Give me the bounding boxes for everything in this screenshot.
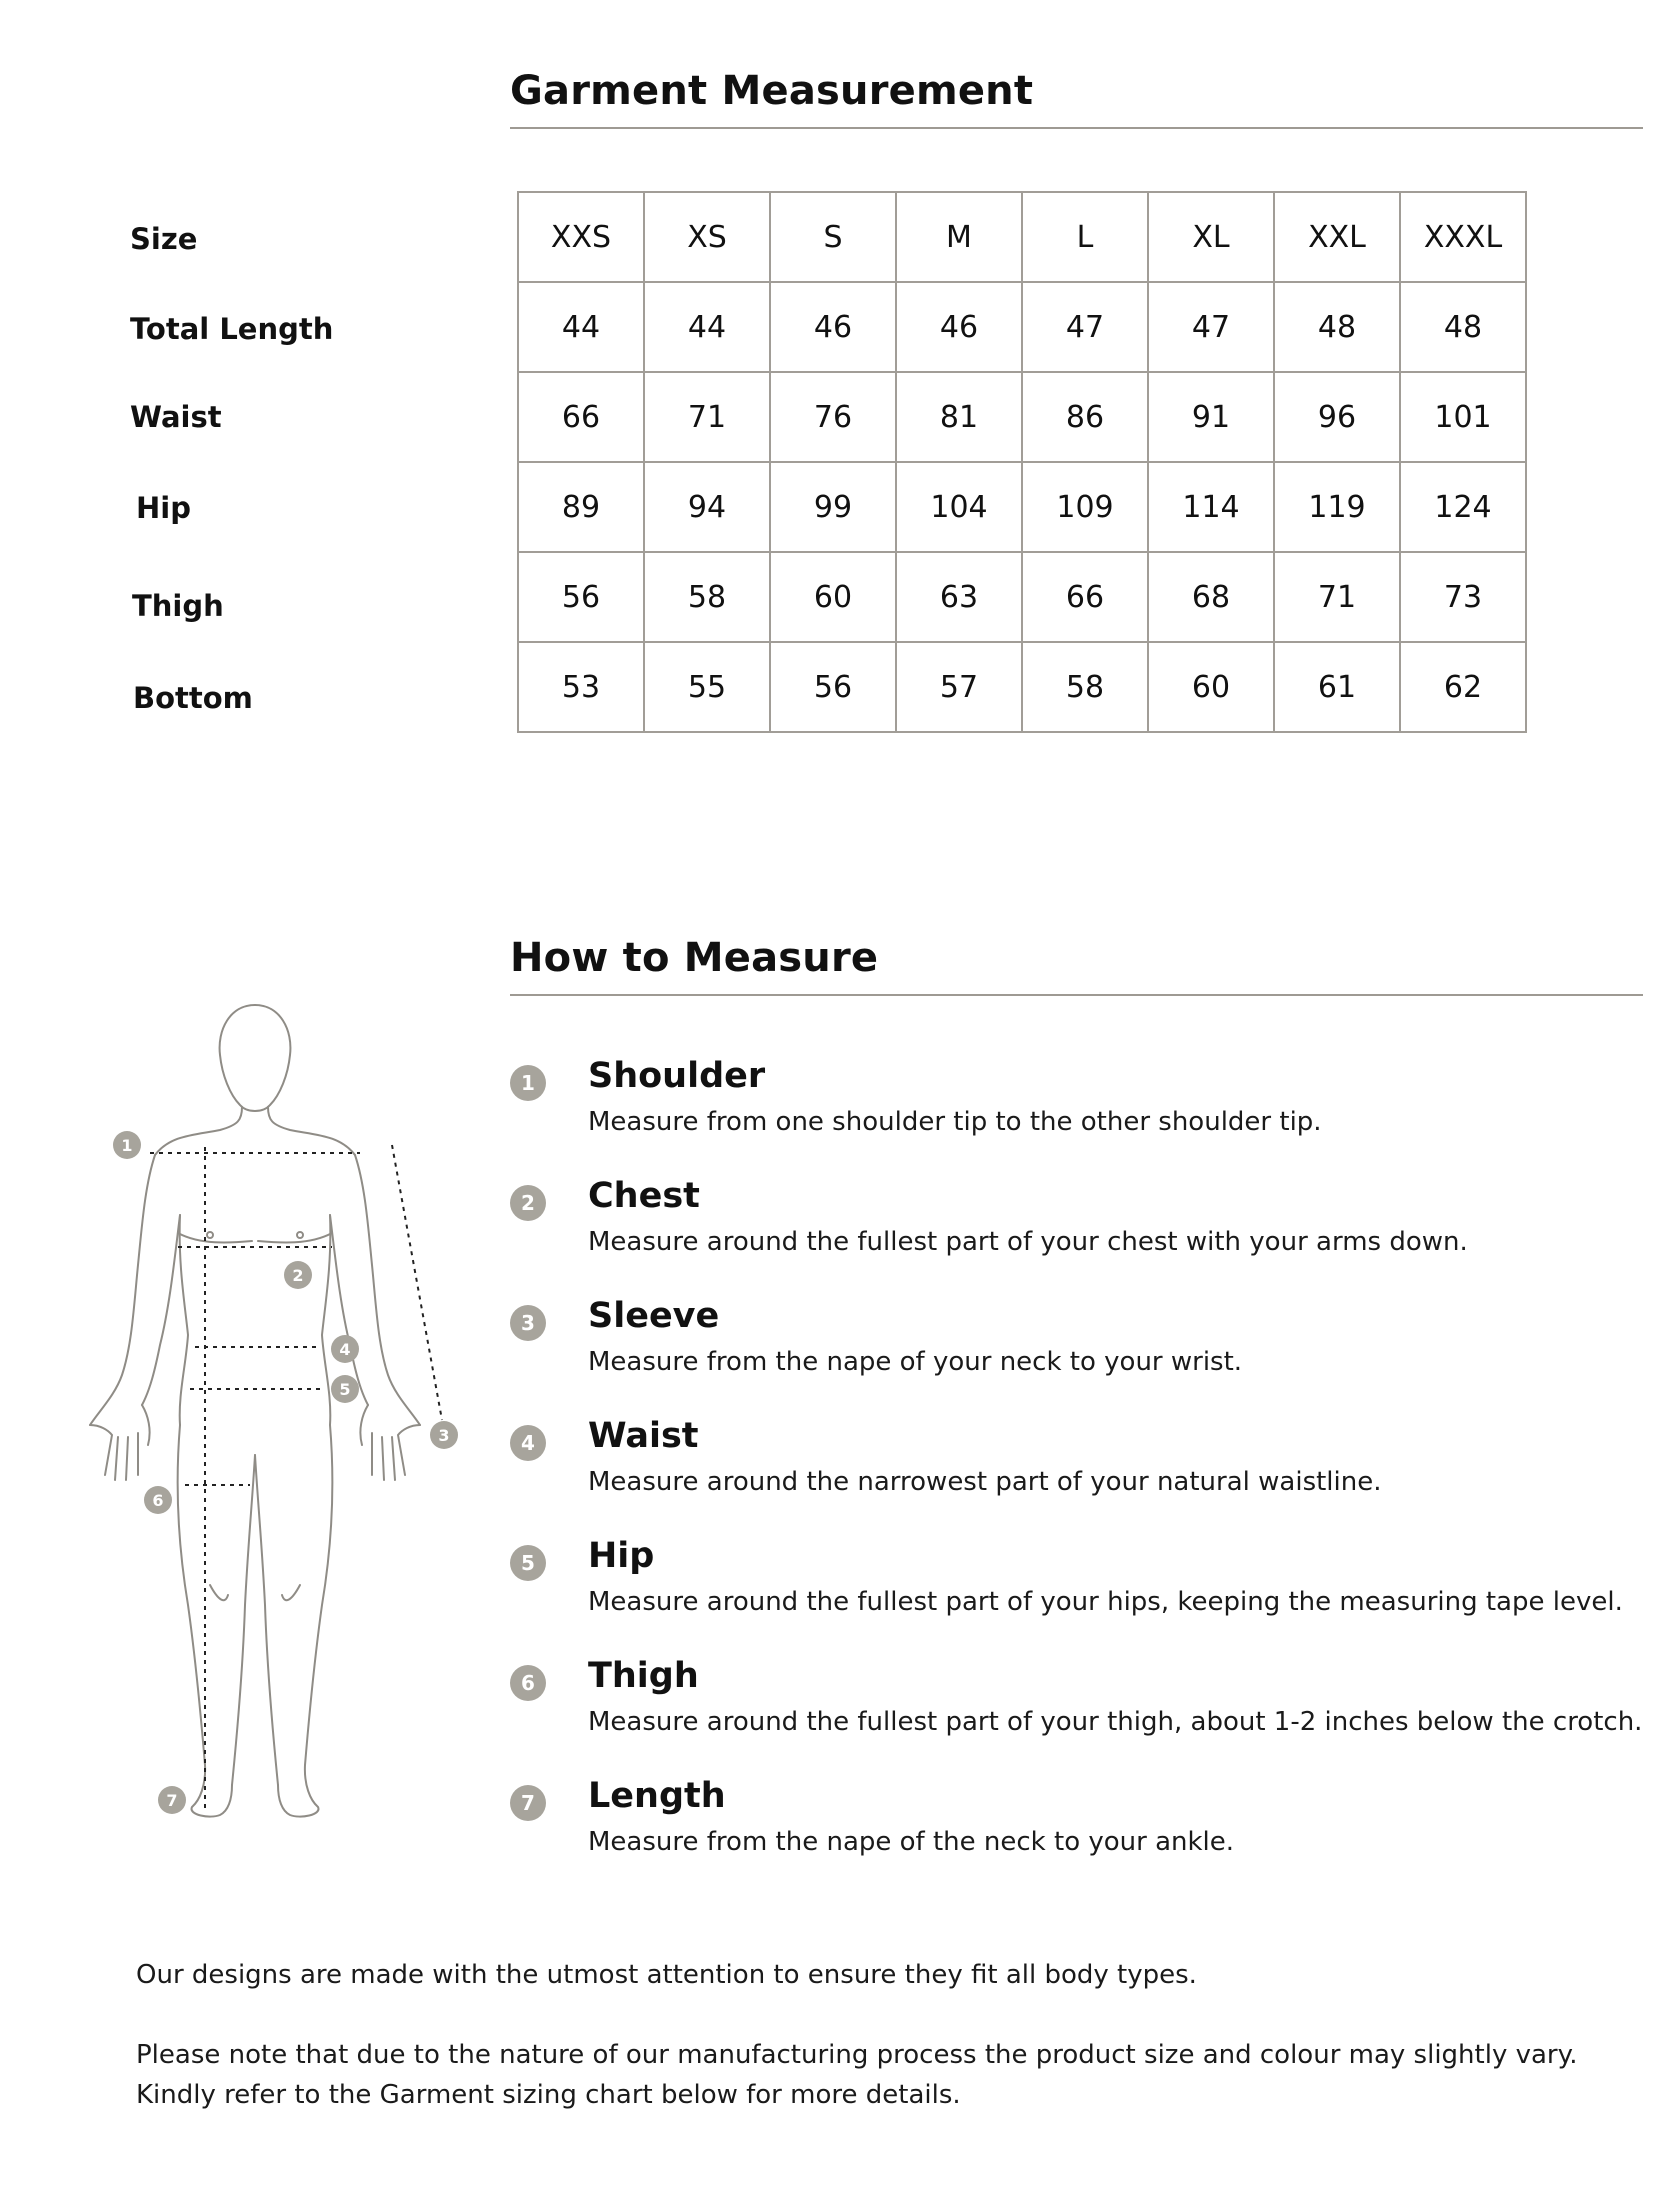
table-cell: 48 xyxy=(1400,282,1526,372)
table-row xyxy=(518,462,1526,552)
marker-5-label: 5 xyxy=(339,1380,351,1399)
title-divider xyxy=(510,127,1643,129)
table-cell: 48 xyxy=(1274,282,1400,372)
marker-6-icon xyxy=(144,1486,172,1514)
size-chart-table xyxy=(517,191,1527,733)
table-cell: 46 xyxy=(770,282,896,372)
step-number-badge: 7 xyxy=(510,1785,546,1821)
garment-measurement-title: Garment Measurement xyxy=(510,68,1034,114)
table-cell: 62 xyxy=(1400,642,1526,732)
step-description: Measure around the narrowest part of your natural waistline. xyxy=(588,1467,1382,1497)
list-item xyxy=(510,1295,1650,1415)
step-description: Measure around the fullest part of your chest with your arms down. xyxy=(588,1227,1468,1257)
size-header-cell: M xyxy=(896,192,1022,282)
table-cell: 60 xyxy=(770,552,896,642)
table-cell: 104 xyxy=(896,462,1022,552)
table-cell: 124 xyxy=(1400,462,1526,552)
step-description: Measure from the nape of the neck to your ankle. xyxy=(588,1827,1235,1857)
table-cell: 81 xyxy=(896,372,1022,462)
table-row xyxy=(518,372,1526,462)
table-cell: 44 xyxy=(644,282,770,372)
table-cell: 58 xyxy=(644,552,770,642)
table-cell: 71 xyxy=(644,372,770,462)
how-to-divider xyxy=(510,994,1643,996)
marker-5-icon xyxy=(331,1375,359,1403)
row-label-thigh: Thigh xyxy=(132,589,224,623)
table-cell: 56 xyxy=(770,642,896,732)
step-title: Length xyxy=(588,1776,726,1816)
table-cell: 60 xyxy=(1148,642,1274,732)
table-cell: 114 xyxy=(1148,462,1274,552)
footer-refer-note: Kindly refer to the Garment sizing chart below for more details. xyxy=(136,2080,961,2110)
body-figure xyxy=(60,985,480,1865)
table-row xyxy=(518,552,1526,642)
size-header-cell: XXS xyxy=(518,192,644,282)
row-label-hip: Hip xyxy=(136,491,191,525)
table-cell: 55 xyxy=(644,642,770,732)
table-row xyxy=(518,282,1526,372)
table-cell: 71 xyxy=(1274,552,1400,642)
table-cell: 47 xyxy=(1148,282,1274,372)
table-cell: 61 xyxy=(1274,642,1400,732)
table-cell: 76 xyxy=(770,372,896,462)
step-description: Measure around the fullest part of your thigh, about 1-2 inches below the crotch. xyxy=(588,1707,1643,1737)
step-title: Waist xyxy=(588,1416,699,1456)
list-item xyxy=(510,1055,1650,1175)
table-cell: 89 xyxy=(518,462,644,552)
table-cell: 86 xyxy=(1022,372,1148,462)
how-to-measure-title: How to Measure xyxy=(510,935,879,981)
marker-6-label: 6 xyxy=(152,1491,164,1510)
table-cell: 66 xyxy=(518,372,644,462)
table-cell: 63 xyxy=(896,552,1022,642)
marker-2-icon xyxy=(284,1261,312,1289)
footer-fit-note: Our designs are made with the utmost attention to ensure they fit all body types. xyxy=(136,1960,1197,1990)
row-label-size: Size xyxy=(130,222,198,256)
step-description: Measure from one shoulder tip to the other shoulder tip. xyxy=(588,1107,1322,1137)
figure-markers xyxy=(113,1131,458,1814)
marker-4-label: 4 xyxy=(339,1340,351,1359)
list-item xyxy=(510,1655,1650,1775)
step-number-badge: 4 xyxy=(510,1425,546,1461)
marker-1-label: 1 xyxy=(121,1136,133,1155)
table-cell: 47 xyxy=(1022,282,1148,372)
table-cell: 99 xyxy=(770,462,896,552)
step-title: Thigh xyxy=(588,1656,699,1696)
table-cell: 58 xyxy=(1022,642,1148,732)
step-number-badge: 2 xyxy=(510,1185,546,1221)
row-label-waist: Waist xyxy=(130,400,222,434)
table-header-row xyxy=(518,192,1526,282)
body-outline-icon xyxy=(60,985,480,1865)
step-number-badge: 5 xyxy=(510,1545,546,1581)
step-number-badge: 3 xyxy=(510,1305,546,1341)
marker-7-label: 7 xyxy=(166,1791,178,1810)
table-cell: 53 xyxy=(518,642,644,732)
size-header-cell: XL xyxy=(1148,192,1274,282)
step-title: Sleeve xyxy=(588,1296,720,1336)
marker-2-label: 2 xyxy=(292,1266,304,1285)
size-header-cell: S xyxy=(770,192,896,282)
list-item xyxy=(510,1175,1650,1295)
marker-3-label: 3 xyxy=(438,1426,450,1445)
table-cell: 73 xyxy=(1400,552,1526,642)
step-title: Shoulder xyxy=(588,1056,766,1096)
table-cell: 101 xyxy=(1400,372,1526,462)
measurement-steps-list xyxy=(510,1055,1650,1895)
step-title: Hip xyxy=(588,1536,655,1576)
marker-7-icon xyxy=(158,1786,186,1814)
table-cell: 44 xyxy=(518,282,644,372)
marker-4-icon xyxy=(331,1335,359,1363)
table-cell: 66 xyxy=(1022,552,1148,642)
row-label-total-length: Total Length xyxy=(130,312,334,346)
size-header-cell: XXXL xyxy=(1400,192,1526,282)
footer-variation-note: Please note that due to the nature of our manufacturing process the product size and colour may slightly vary. xyxy=(136,2040,1578,2070)
table-cell: 57 xyxy=(896,642,1022,732)
step-description: Measure from the nape of your neck to your wrist. xyxy=(588,1347,1243,1377)
marker-1-icon xyxy=(113,1131,141,1159)
table-cell: 119 xyxy=(1274,462,1400,552)
step-number-badge: 6 xyxy=(510,1665,546,1701)
table-cell: 46 xyxy=(896,282,1022,372)
size-header-cell: XS xyxy=(644,192,770,282)
table-cell: 94 xyxy=(644,462,770,552)
list-item xyxy=(510,1535,1650,1655)
table-cell: 68 xyxy=(1148,552,1274,642)
step-number-badge: 1 xyxy=(510,1065,546,1101)
size-header-cell: L xyxy=(1022,192,1148,282)
table-cell: 56 xyxy=(518,552,644,642)
table-cell: 109 xyxy=(1022,462,1148,552)
table-cell: 91 xyxy=(1148,372,1274,462)
row-label-bottom: Bottom xyxy=(133,681,253,715)
table-cell: 96 xyxy=(1274,372,1400,462)
list-item xyxy=(510,1775,1650,1895)
list-item xyxy=(510,1415,1650,1535)
step-title: Chest xyxy=(588,1176,700,1216)
size-header-cell: XXL xyxy=(1274,192,1400,282)
marker-3-icon xyxy=(430,1421,458,1449)
table-row xyxy=(518,642,1526,732)
step-description: Measure around the fullest part of your hips, keeping the measuring tape level. xyxy=(588,1587,1623,1617)
